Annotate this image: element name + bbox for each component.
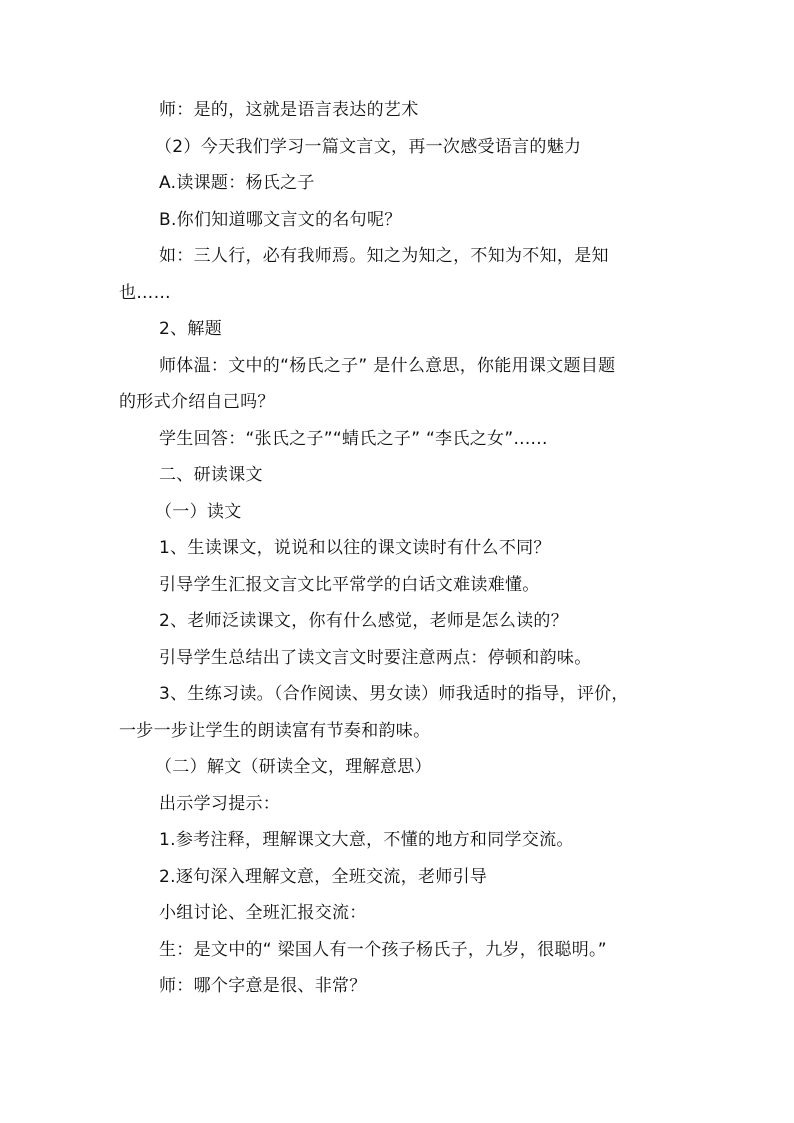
text-line: （2）今天我们学习一篇文言文，再一次感受语言的魅力	[155, 136, 582, 157]
text-line: 师：是的，这就是语言表达的艺术	[159, 100, 419, 120]
text-line: 引导学生总结出了读文言文时要注意两点：停顿和韵味。	[159, 647, 592, 668]
subsection-heading: （一）读文	[155, 501, 242, 522]
text-line: 3、生练习读。（合作阅读、男女读）师我适时的指导，评价，	[159, 684, 629, 704]
text-line: 1.参考注释，理解课文大意，不懂的地方和同学交流。	[159, 830, 574, 850]
text-line: 2.逐句深入理解文意，全班交流，老师引导	[159, 866, 488, 887]
subsection-heading: （二）解文（研读全文，理解意思）	[155, 757, 432, 777]
text-line: 师：哪个字意是很、非常？	[159, 976, 367, 996]
text-line: 如：三人行，必有我师焉。知之为知之，不知为不知，是知	[159, 246, 609, 266]
text-line: 学生回答：“张氏之子”“蜻氏之子” “李氏之女”......	[159, 428, 548, 449]
text-line: 引导学生汇报文言文比平常学的白话文难读难懂。	[159, 574, 540, 595]
text-line: 出示学习提示：	[159, 793, 281, 814]
text-line: 2、老师泛读课文，你有什么感觉，老师是怎么读的？	[159, 611, 569, 631]
text-line: 也……	[119, 282, 171, 303]
text-line: 小组讨论、全班汇报交流：	[159, 903, 367, 923]
section-heading: 2、解题	[159, 319, 223, 339]
text-line: 一步一步让学生的朗读富有节奏和韵味。	[119, 720, 431, 741]
text-line: A.读课题：杨氏之子	[159, 173, 315, 193]
text-line: 1、生读课文，说说和以往的课文读时有什么不同？	[159, 538, 551, 558]
document-body	[119, 92, 679, 1005]
text-line: B.你们知道哪文言文的名句呢？	[159, 209, 402, 230]
text-line: 的形式介绍自己吗？	[119, 392, 275, 412]
section-heading: 二、研读课文	[159, 465, 263, 485]
text-line: 生：是文中的“ 梁国人有一个孩子杨氏子，九岁，很聪明。”	[159, 939, 607, 960]
text-line: 师体温：文中的“杨氏之子” 是什么意思，你能用课文题目题	[159, 355, 616, 376]
